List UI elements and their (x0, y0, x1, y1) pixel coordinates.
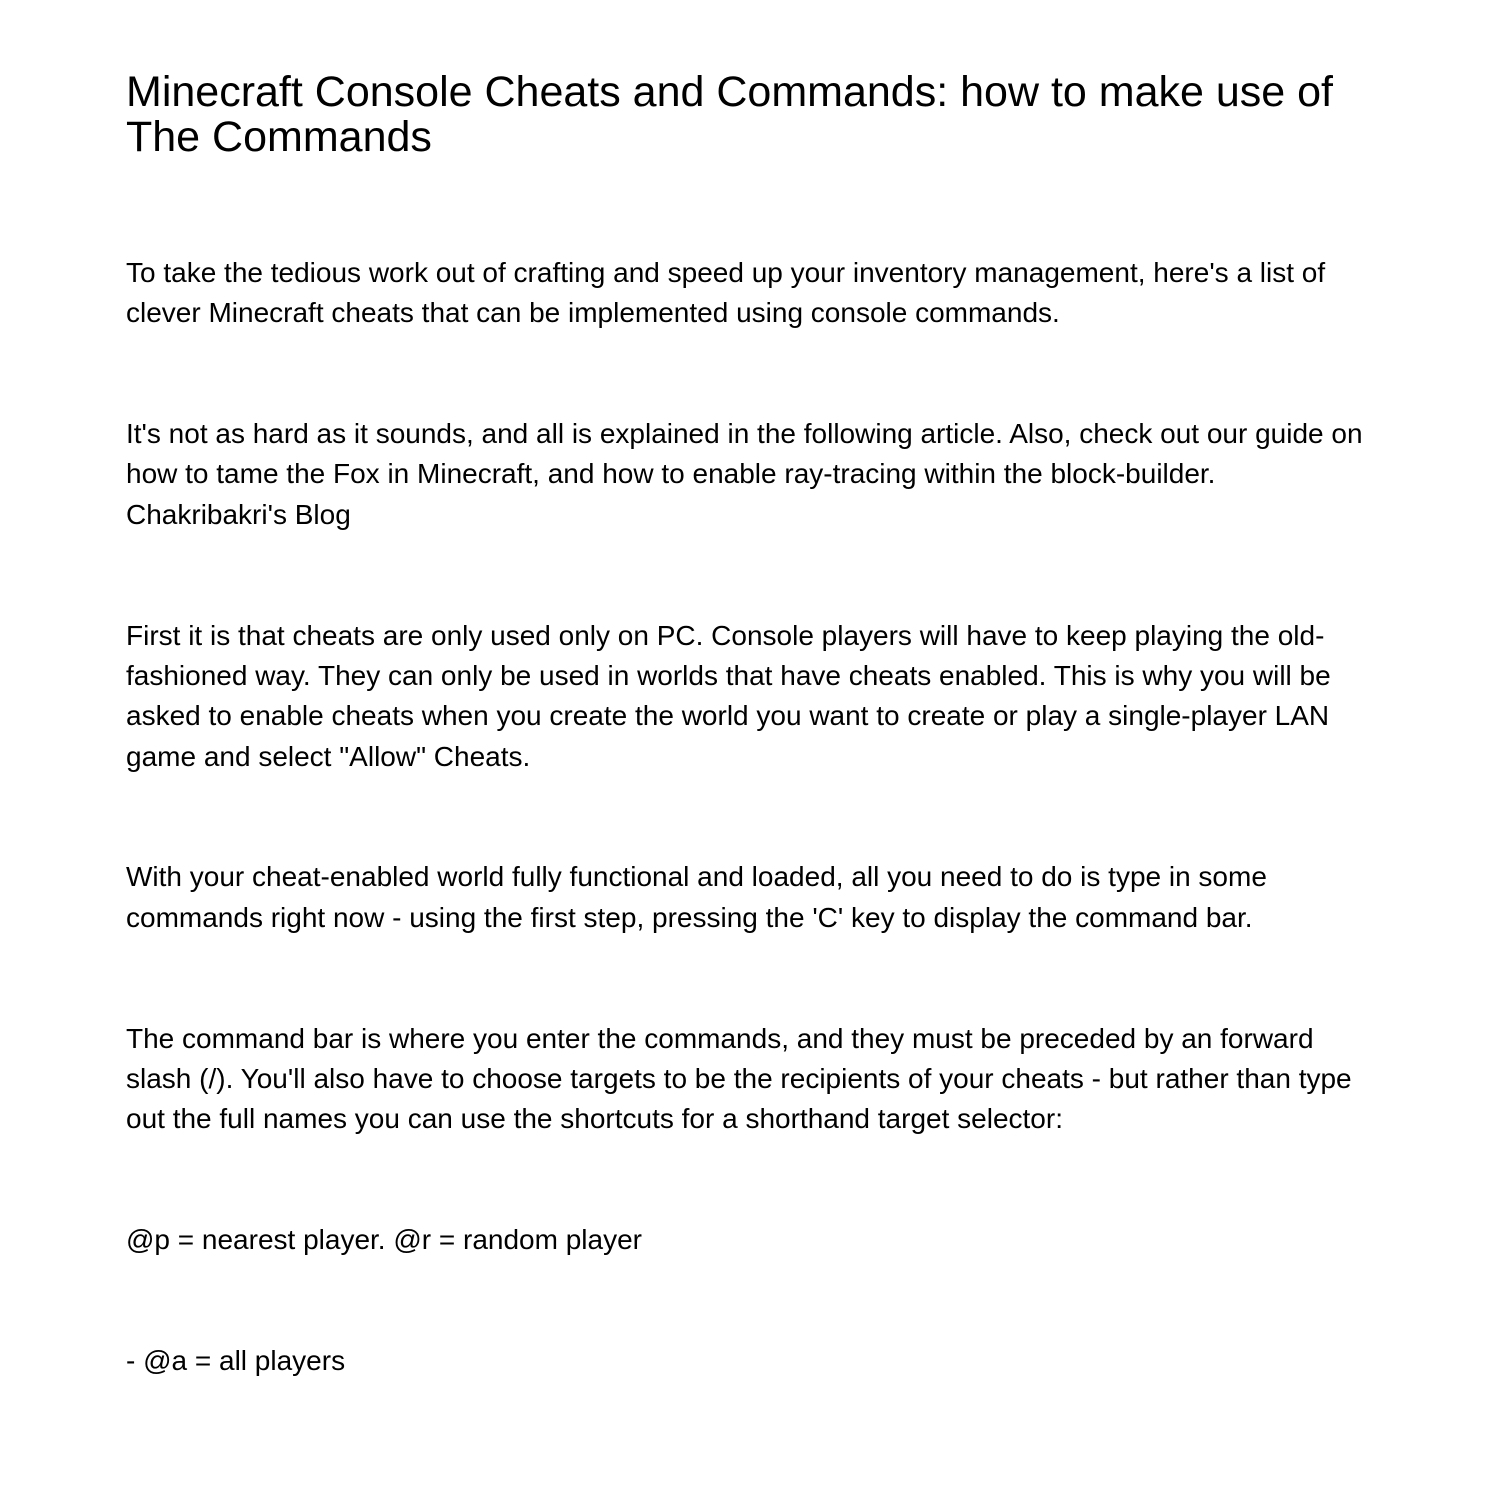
paragraph-target-selectors: The command bar is where you enter the commands, and they must be preceded by an forward slash (/). You'll also have to choose targets to be the recipients of your cheats - but rather than type out the full names you can use the shortcuts for a shorthand target selector: (126, 1022, 1352, 1135)
paragraph-pc-only: First it is that cheats are only used only on PC. Console players will have to keep playing the old-fashioned way. They can only be used in worlds that have cheats enabled. This is why you will be asked to enable cheats when you create the world you want to create or play a single-player LAN game and select "Allow" Cheats. (126, 619, 1331, 772)
paragraph-explained: It's not as hard as it sounds, and all is explained in the following article. Also, check out our guide on how to tame the Fox in Minecraft, and how to enable ray-tracing within the block-builder. (126, 418, 1363, 490)
document-page (126, 70, 1376, 1381)
blog-link[interactable]: Chakribakri's Blog (126, 498, 351, 530)
paragraph-command-bar-key: With your cheat-enabled world fully functional and loaded, all you need to do is type in some commands right now - using the first step, pressing the 'C' key to display the command bar. (126, 861, 1267, 933)
selector-all-players: - @a = all players (126, 1345, 346, 1377)
selector-nearest-random: @p = nearest player. @r = random player (126, 1224, 642, 1256)
paragraph-intro: To take the tedious work out of crafting and speed up your inventory management, here's a list of clever Minecraft cheats that can be implemented using console commands. (126, 257, 1326, 329)
article-title: Minecraft Console Cheats and Commands: how to make use of The Commands (126, 68, 1333, 161)
